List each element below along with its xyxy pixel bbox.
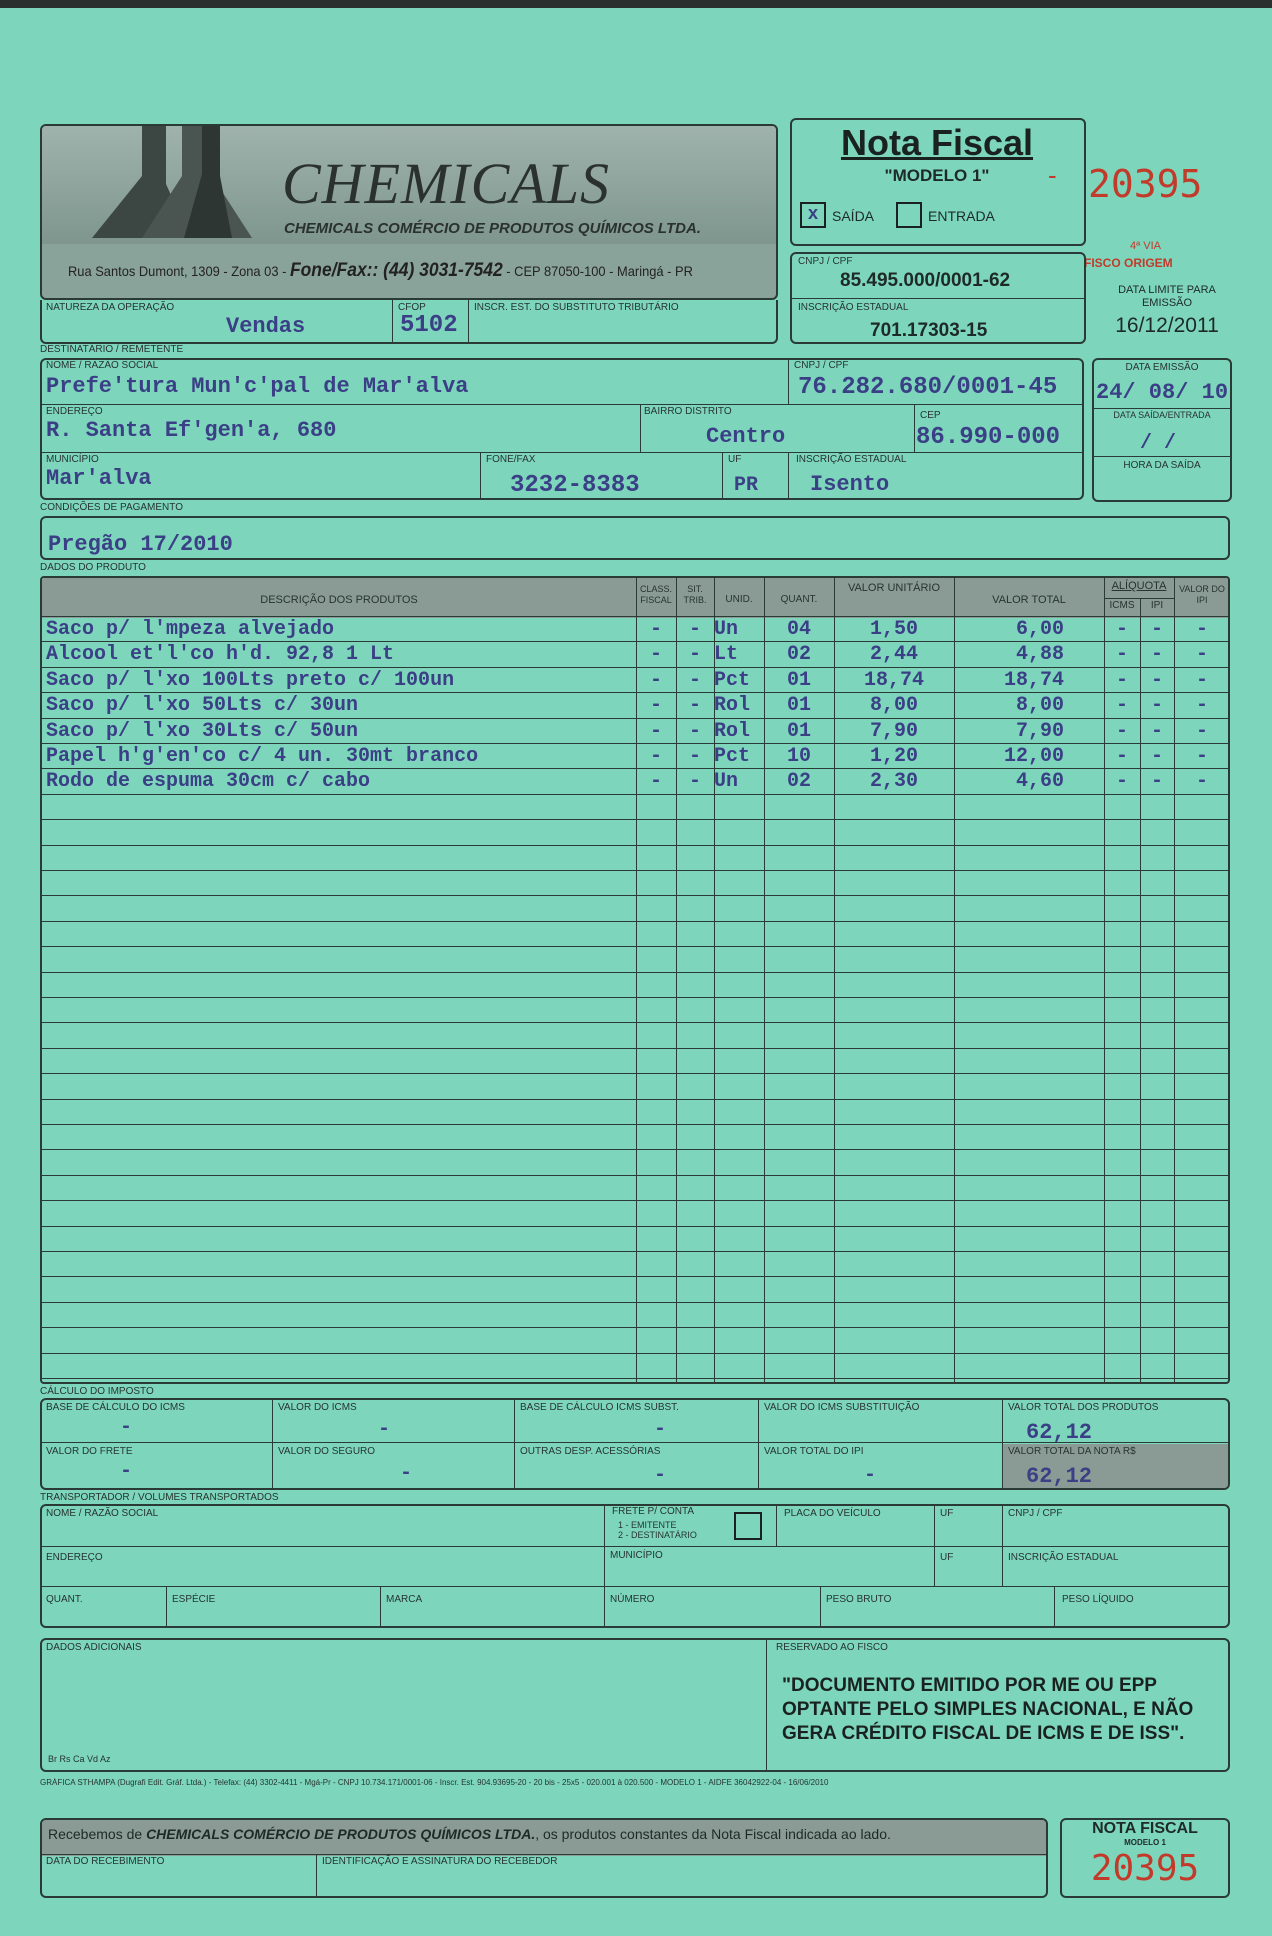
table-row-line (42, 895, 1228, 896)
product-ipi-value: - (1195, 643, 1208, 667)
table-row-line (42, 1276, 1228, 1277)
dest-mun-label: MUNICÍPIO (46, 454, 99, 465)
product-unit: Rol (714, 719, 751, 743)
nota-number: 20395 (1088, 162, 1203, 206)
product-class: - (649, 694, 662, 718)
saida-date-label: DATA SAÍDA/ENTRADA (1113, 410, 1211, 420)
transp-liquido-label: PESO LÍQUIDO (1062, 1594, 1134, 1605)
col-unid-header: UNID. (725, 594, 753, 605)
product-sit: - (688, 668, 701, 692)
product-class: - (649, 770, 662, 794)
product-desc: Saco p/ l'xo 100Lts preto c/ 100un (46, 668, 455, 692)
transp-frete-label: FRETE P/ CONTA (612, 1506, 695, 1517)
product-quant: 02 (786, 643, 811, 667)
dest-address: R. Santa Ef'gen'a, 680 (46, 418, 337, 443)
dest-row-line-1 (42, 404, 1082, 405)
product-icms: - (1115, 668, 1128, 692)
col-vipi-header: VALOR DO IPI (1179, 584, 1225, 605)
dest-divider-ie (788, 452, 789, 500)
product-unit-price: 2,44 (869, 643, 918, 667)
limit-date-label: DATA LIMITE PARA EMISSÃO (1118, 284, 1216, 309)
product-unit: Rol (714, 694, 751, 718)
dest-name-label: NOME / RAZÃO SOCIAL (46, 360, 159, 371)
product-unit-price: 8,00 (869, 694, 918, 718)
receipt-nf-title: NOTA FISCAL (1092, 1820, 1198, 1837)
base-subst-label: BASE DE CÁLCULO ICMS SUBST. (520, 1402, 679, 1413)
receipt-post: , os produtos constantes da Nota Fiscal indicada ao lado. (535, 1826, 891, 1842)
transport-divider-bruto (820, 1586, 821, 1628)
table-row-line (42, 1378, 1228, 1379)
receipt-nf-number: 20395 (1090, 1848, 1200, 1889)
transport-section: TRANSPORTADOR / VOLUMES TRANSPORTADOS (40, 1492, 279, 1503)
total-nota: 62,12 (1026, 1464, 1093, 1489)
emitter-cnpj: 85.495.000/0001-62 (840, 270, 1011, 291)
additional-label: DADOS ADICIONAIS (46, 1642, 142, 1653)
emissao-date: 24/ 08/ 10 (1096, 380, 1229, 405)
dest-cep: 86.990-000 (916, 424, 1061, 451)
product-unit: Pct (714, 745, 751, 768)
receipt-divider (316, 1854, 317, 1898)
product-sit: - (688, 618, 701, 641)
product-desc: Saco p/ l'xo 30Lts c/ 50un (46, 719, 359, 743)
natureza-label: NATUREZA DA OPERAÇÃO (46, 302, 175, 313)
emitter-ie: 701.17303-15 (870, 320, 988, 341)
transport-divider-uf (934, 1504, 935, 1586)
receipt-company: CHEMICALS COMÉRCIO DE PRODUTOS QUÍMICOS LTDA. (146, 1826, 536, 1842)
product-quant: 01 (786, 694, 811, 718)
table-row-line (42, 1149, 1228, 1150)
hora-label: HORA DA SAÍDA (1123, 460, 1201, 471)
dest-address-label: ENDEREÇO (46, 406, 103, 417)
product-unit-price: 1,20 (869, 745, 918, 768)
dest-name: Prefe'tura Mun'c'pal de Mar'alva (46, 374, 469, 399)
payment-value: Pregão 17/2010 (48, 532, 233, 557)
product-total: 4,60 (1015, 770, 1064, 794)
valor-subst-label: VALOR DO ICMS SUBSTITUIÇÃO (764, 1402, 920, 1413)
entrada-label: ENTRADA (928, 208, 995, 224)
dest-row-line-2 (42, 452, 1082, 453)
product-ipi-value: - (1195, 618, 1208, 641)
product-unit-price: 2,30 (869, 770, 918, 794)
table-row-line (42, 1200, 1228, 1201)
product-icms: - (1115, 745, 1128, 768)
product-sit: - (688, 694, 701, 718)
product-ipi-value: - (1195, 694, 1208, 718)
receipt-date-label: DATA DO RECEBIMENTO (46, 1856, 165, 1867)
dest-divider-uf (722, 452, 723, 500)
product-total: 7,90 (1015, 719, 1064, 743)
seguro-label: VALOR DO SEGURO (278, 1446, 376, 1457)
product-quant: 02 (786, 770, 811, 794)
via-label: 4ª VIA (1130, 240, 1161, 252)
transp-frete-opt1: 1 - EMITENTE (618, 1520, 677, 1530)
nota-model: "MODELO 1" (884, 166, 990, 185)
transport-divider-frete (604, 1504, 605, 1628)
transp-name-label: NOME / RAZÃO SOCIAL (46, 1508, 159, 1519)
product-icms: - (1115, 694, 1128, 718)
valor-icms: - (378, 1418, 391, 1441)
cfop-value: 5102 (400, 312, 458, 339)
frete-label: VALOR DO FRETE (46, 1446, 133, 1457)
product-unit: Un (714, 770, 739, 794)
product-icms: - (1115, 770, 1128, 794)
table-row-line (42, 1251, 1228, 1252)
dest-mun: Mar'alva (46, 466, 152, 491)
transport-divider-especie (166, 1586, 167, 1628)
product-ipi: - (1150, 719, 1163, 743)
transport-line-1 (42, 1546, 1228, 1547)
dates-line-2 (1094, 456, 1230, 457)
table-row-line (42, 1353, 1228, 1354)
col-icms-header: ICMS (1109, 600, 1135, 611)
table-row-line (42, 1124, 1228, 1125)
nota-fiscal-box (790, 118, 1086, 246)
dest-divider-cep (914, 404, 915, 452)
product-sit: - (688, 719, 701, 743)
product-ipi-value: - (1195, 668, 1208, 692)
tax-divider-3 (758, 1398, 759, 1490)
company-legal-name: CHEMICALS COMÉRCIO DE PRODUTOS QUÍMICOS LTDA. (284, 220, 701, 237)
product-unit-price: 7,90 (869, 719, 918, 743)
valor-icms-label: VALOR DO ICMS (278, 1402, 357, 1413)
transp-marca-label: MARCA (386, 1594, 423, 1605)
fisco-origem: FISCO ORIGEM (1084, 256, 1173, 270)
base-icms: - (120, 1416, 133, 1439)
transp-numero-label: NÚMERO (610, 1594, 655, 1605)
ipi-total-value: - (864, 1464, 877, 1487)
brand-name: CHEMICALS (282, 151, 610, 216)
product-class: - (649, 643, 662, 667)
entrada-checkbox[interactable] (896, 202, 922, 228)
dest-section: DESTINATÁRIO / REMETENTE (40, 344, 184, 355)
table-row-line (42, 921, 1228, 922)
product-ipi: - (1150, 745, 1163, 768)
product-icms: - (1115, 719, 1128, 743)
company-address (68, 260, 693, 282)
dest-cnpj: 76.282.680/0001-45 (798, 374, 1058, 401)
dest-cep-label: CEP (920, 410, 941, 421)
product-desc: Rodo de espuma 30cm c/ cabo (46, 770, 371, 794)
transp-especie-label: ESPÉCIE (172, 1594, 216, 1605)
company-phone: Fone/Fax:: (44) 3031-7542 (289, 260, 503, 281)
product-quant: 01 (786, 668, 811, 692)
simples-notice: "DOCUMENTO EMITIDO POR ME OU EPP OPTANTE PELO SIMPLES NACIONAL, E NÃO GERA CRÉDITO FISCAL DE ICMS E DE ISS". (782, 1675, 1194, 1744)
tax-divider-2 (514, 1398, 515, 1490)
product-ipi: - (1150, 643, 1163, 667)
aliquota-sub-line (1104, 598, 1174, 599)
product-icms: - (1115, 643, 1128, 667)
transp-uf2-label: UF (940, 1552, 954, 1563)
total-prod: 62,12 (1026, 1420, 1093, 1445)
dest-ie-label: INSCRIÇÃO ESTADUAL (796, 454, 907, 465)
table-row-line (42, 616, 1228, 617)
emitter-ids-divider (792, 298, 1084, 299)
table-row-line (42, 1048, 1228, 1049)
operation-divider-1 (392, 300, 393, 344)
product-class: - (649, 745, 662, 768)
product-quant: 01 (786, 719, 811, 743)
products-section: DADOS DO PRODUTO (40, 562, 146, 573)
col-sit-header: SIT. TRIB. (683, 584, 707, 605)
saida-label: SAÍDA (832, 208, 875, 224)
emissao-label: DATA EMISSÃO (1125, 362, 1199, 373)
dest-bairro-label: BAIRRO DISTRITO (644, 406, 732, 417)
dest-fone-label: FONE/FAX (486, 454, 536, 465)
product-unit-price: 18,74 (863, 668, 924, 692)
receipt-mid-line (42, 1854, 1046, 1855)
emitter-ie-label: INSCRIÇÃO ESTADUAL (798, 302, 909, 313)
transp-end-label: ENDEREÇO (46, 1552, 103, 1563)
col-vtotal-header: VALOR TOTAL (992, 594, 1066, 606)
address-start: Rua Santos Dumont, 1309 - Zona 03 - (68, 263, 290, 279)
col-quant-header: QUANT. (780, 594, 818, 605)
product-class: - (649, 618, 662, 641)
transport-line-2 (42, 1586, 1228, 1587)
dates-line-1 (1094, 408, 1230, 409)
product-sit: - (688, 745, 701, 768)
table-row-line (42, 819, 1228, 820)
frete-checkbox[interactable] (734, 1512, 762, 1540)
saida-checkbox[interactable]: x (800, 202, 826, 228)
dest-divider-fone (480, 452, 481, 500)
base-icms-label: BASE DE CÁLCULO DO ICMS (46, 1402, 185, 1413)
company-header (40, 124, 778, 300)
product-class: - (649, 668, 662, 692)
cfop-label: CFOP (398, 302, 426, 313)
col-vunit-header: VALOR UNITÁRIO (847, 582, 941, 594)
col-aliq-header: ALÍQUOTA (1111, 580, 1167, 592)
product-total: 8,00 (1015, 694, 1064, 718)
transp-ie-label: INSCRIÇÃO ESTADUAL (1008, 1552, 1119, 1563)
product-desc: Papel h'g'en'co c/ 4 un. 30mt branco (46, 745, 479, 768)
total-prod-label: VALOR TOTAL DOS PRODUTOS (1008, 1402, 1159, 1413)
product-ipi: - (1150, 668, 1163, 692)
dest-divider-cnpj (788, 358, 789, 404)
table-row-line (42, 1302, 1228, 1303)
product-desc: Saco p/ l'mpeza alvejado (46, 618, 335, 641)
product-ipi-value: - (1195, 770, 1208, 794)
dest-cnpj-label: CNPJ / CPF (794, 360, 849, 371)
scan-top-edge (0, 0, 1272, 8)
dest-uf-label: UF (728, 454, 742, 465)
col-class-header: CLASS. FISCAL (639, 584, 672, 605)
dest-ie: Isento (810, 472, 890, 497)
product-desc: Alcool et'l'co h'd. 92,8 1 Lt (46, 643, 395, 667)
flask-logo-icon (72, 126, 292, 244)
product-unit: Un (714, 618, 739, 641)
tax-section: CÁLCULO DO IMPOSTO (40, 1386, 154, 1397)
table-row-line (42, 1327, 1228, 1328)
table-row-line (42, 946, 1228, 947)
table-row-line (42, 997, 1228, 998)
product-ipi: - (1150, 694, 1163, 718)
col-desc-header: DESCRIÇÃO DOS PRODUTOS (260, 594, 418, 606)
receipt-text (48, 1826, 891, 1842)
product-total: 6,00 (1015, 618, 1064, 641)
total-nota-label: VALOR TOTAL DA NOTA R$ (1008, 1446, 1136, 1457)
dest-uf: PR (734, 474, 759, 497)
product-icms: - (1115, 618, 1128, 641)
product-ipi-value: - (1195, 745, 1208, 768)
transp-quant-label: QUANT. (46, 1594, 83, 1605)
table-row-line (42, 1226, 1228, 1227)
transport-divider-placa (776, 1504, 777, 1546)
product-unit: Pct (714, 668, 751, 692)
outras-label: OUTRAS DESP. ACESSÓRIAS (520, 1446, 661, 1457)
table-row-line (42, 845, 1228, 846)
fisco-reserved-label: RESERVADO AO FISCO (776, 1642, 888, 1653)
receipt-nf-model: MODELO 1 (1124, 1838, 1166, 1847)
limit-date: 16/12/2011 (1115, 314, 1219, 337)
natureza-value: Vendas (226, 314, 306, 339)
table-row-line (42, 1099, 1228, 1100)
transp-placa-label: PLACA DO VEÍCULO (784, 1508, 881, 1519)
product-total: 18,74 (1003, 668, 1064, 692)
product-quant: 04 (786, 618, 811, 641)
product-ipi: - (1150, 770, 1163, 794)
additional-divider (766, 1638, 767, 1772)
transport-divider-cnpj (1002, 1504, 1003, 1586)
table-row-line (42, 1175, 1228, 1176)
transport-divider-liquido (1054, 1586, 1055, 1628)
table-row-line (42, 1073, 1228, 1074)
transp-mun-label: MUNICÍPIO (610, 1550, 663, 1561)
address-end: - CEP 87050-100 - Maringá - PR (502, 263, 693, 279)
saida-date: / / (1140, 432, 1177, 455)
product-total: 12,00 (1003, 745, 1064, 768)
product-ipi-value: - (1195, 719, 1208, 743)
product-unit: Lt (714, 643, 739, 667)
tax-divider-4 (1002, 1398, 1003, 1490)
emitter-cnpj-label: CNPJ / CPF (798, 256, 853, 267)
product-total: 4,88 (1015, 643, 1064, 667)
transp-cnpj-label: CNPJ / CPF (1008, 1508, 1063, 1519)
payment-label: CONDIÇÕES DE PAGAMENTO (40, 502, 183, 513)
dest-fone: 3232-8383 (510, 472, 640, 499)
base-subst: - (654, 1418, 667, 1441)
receipt-sign-label: IDENTIFICAÇÃO E ASSINATURA DO RECEBEDOR (322, 1856, 558, 1867)
transp-frete-opt2: 2 - DESTINATÁRIO (618, 1530, 697, 1540)
printer-line: GRÁFICA STHAMPA (Dugrafi Edit. Gráf. Ltda.) - Telefax: (44) 3302-4411 - Mgá-Pr - CNPJ 10.734.171/0001-06 - Inscr. Est. 904.93695-20 - 20 bis - 25x5 - 020.001 à 020.500 - MODELO 1 - AIDFE 36042922-04 - 16/06/2010 (40, 1778, 829, 1787)
dest-divider-bairro (640, 404, 641, 452)
table-row-line (42, 1022, 1228, 1023)
product-sit: - (688, 643, 701, 667)
dest-bairro: Centro (706, 424, 786, 449)
product-quant: 10 (786, 745, 811, 768)
table-row-line (42, 972, 1228, 973)
receipt-pre: Recebemos de (48, 1826, 147, 1842)
operation-divider-2 (468, 300, 469, 344)
transport-divider-marca (380, 1586, 381, 1628)
transp-bruto-label: PESO BRUTO (826, 1594, 892, 1605)
subst-label: INSCR. EST. DO SUBSTITUTO TRIBUTÁRIO (474, 302, 679, 313)
additional-codes: Br Rs Ca Vd Az (48, 1754, 111, 1764)
product-sit: - (688, 770, 701, 794)
table-row-line (42, 870, 1228, 871)
ipi-total-label: VALOR TOTAL DO IPI (764, 1446, 864, 1457)
product-desc: Saco p/ l'xo 50Lts c/ 30un (46, 694, 359, 718)
frete-value: - (120, 1460, 133, 1483)
product-class: - (649, 719, 662, 743)
transp-uf-label: UF (940, 1508, 954, 1519)
outras-value: - (654, 1464, 667, 1487)
nota-title: Nota Fiscal (840, 122, 1034, 163)
product-ipi: - (1150, 618, 1163, 641)
seguro-value: - (400, 1462, 413, 1485)
product-unit-price: 1,50 (869, 618, 918, 641)
tax-divider-1 (272, 1398, 273, 1490)
nota-dash: - (1048, 160, 1057, 190)
col-ipi-header: IPI (1150, 600, 1164, 611)
